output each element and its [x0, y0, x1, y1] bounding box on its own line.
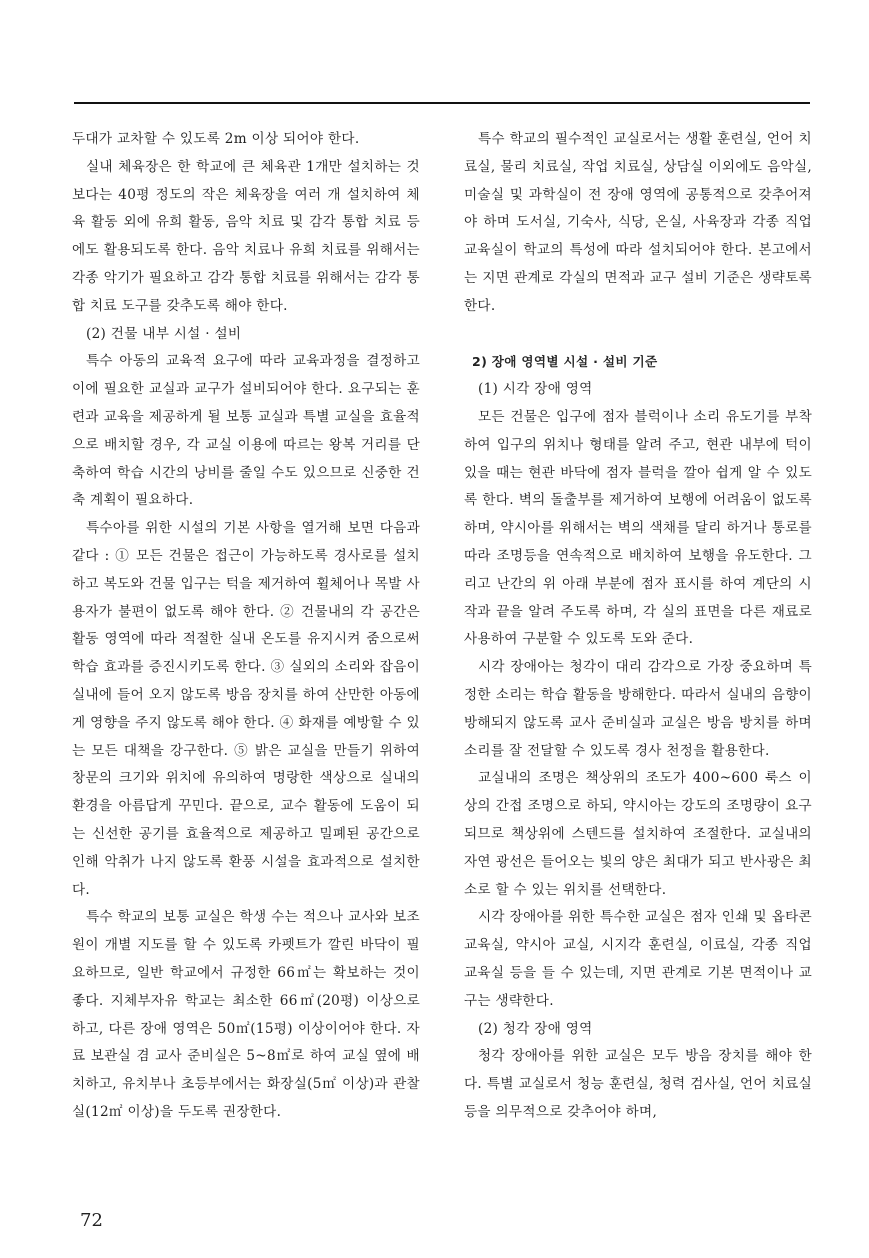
- body-paragraph: 시각 장애아를 위한 특수한 교실은 점자 인쇄 및 옵타콘 교육실, 약시아 교실, 시지각 훈련실, 이료실, 각종 직업 교육실 등을 들 수 있는데, 지면 관계로 기본 면적이나 교구는 생략한다.: [464, 909, 812, 1009]
- left-column: [72, 126, 420, 1127]
- body-paragraph: 모든 건물은 입구에 점자 블럭이나 소리 유도기를 부착하여 입구의 위치나 형태를 알려 주고, 현관 내부에 턱이 있을 때는 현관 바닥에 점자 블럭을 깔아 쉽게 알 수 있도록 한다. 벽의 돌출부를 제거하여 보행에 어려움이 없도록 하며, 약시아를 위해서는 벽의 색채를 달리 하거나 통로를 따라 조명등을 연속적으로 배치하여 보행을 유도한다. 그리고 난간의 위 아래 부분에 점자 표시를 하여 계단의 시작과 끝을 알려 주도록 하며, 각 실의 표면을 다른 재료로 사용하여 구분할 수 있도록 도와 준다.: [464, 408, 812, 648]
- subsection-heading: (2) 건물 내부 시설 · 설비: [86, 325, 242, 342]
- body-paragraph: 시각 장애아는 청각이 대리 감각으로 가장 중요하며 특정한 소리는 학습 활동을 방해한다. 따라서 실내의 음향이 방해되지 않도록 교사 준비실과 교실은 방음 방치를 하며 소리를 잘 전달할 수 있도록 경사 천정을 활용한다.: [464, 659, 812, 759]
- page-number: 72: [80, 1210, 103, 1231]
- body-paragraph: 두대가 교차할 수 있도록 2m 이상 되어야 한다.: [72, 131, 360, 147]
- paragraph-spacer: [464, 321, 812, 349]
- subsection-heading: (2) 청각 장애 영역: [478, 1020, 593, 1037]
- body-paragraph: 특수아를 위한 시설의 기본 사항을 열거해 보면 다음과 같다 : ① 모든 건물은 접근이 가능하도록 경사로를 설치하고 복도와 건물 입구는 턱을 제거하여 휠체어나 목발 사용자가 불편이 없도록 해야 한다. ② 건물내의 각 공간은 활동 영역에 따라 적절한 실내 온도를 유지시켜 줌으로써 학습 효과를 증진시키도록 한다. ③ 실외의 소리와 잡음이 실내에 들어 오지 않도록 방음 장치를 하여 산만한 아동에게 영향을 주지 않도록 해야 한다. ④ 화재를 예방할 수 있는 모든 대책을 강구한다. ⑤ 밝은 교실을 만들기 위하여 창문의 크기와 위치에 유의하여 명랑한 색상으로 실내의 환경을 아름답게 꾸민다. 끝으로, 교수 활동에 도움이 되는 신선한 공기를 효율적으로 제공하고 밀폐된 공간으로 인해 악취가 나지 않도록 환풍 시설을 효과적으로 설치한다.: [72, 520, 420, 898]
- right-column: [464, 126, 812, 1127]
- section-heading: 2) 장애 영역별 시설 · 설비 기준: [472, 354, 658, 370]
- body-paragraph: 청각 장애아를 위한 교실은 모두 방음 장치를 해야 한다. 특별 교실로서 청능 훈련실, 청력 검사실, 언어 치료실 등을 의무적으로 갖추어야 하며,: [464, 1048, 812, 1120]
- body-paragraph: 특수 아동의 교육적 요구에 따라 교육과정을 결정하고 이에 필요한 교실과 교구가 설비되어야 한다. 요구되는 훈련과 교육을 제공하게 될 보통 교실과 특별 교실을 효율적으로 배치할 경우, 각 교실 이용에 따르는 왕복 거리를 단축하여 학습 시간의 낭비를 줄일 수도 있으므로 신중한 건축 계획이 필요하다.: [72, 353, 420, 509]
- body-paragraph: 특수 학교의 보통 교실은 학생 수는 적으나 교사와 보조원이 개별 지도를 할 수 있도록 카펫트가 깔린 바닥이 필요하므로, 일반 학교에서 규정한 66㎡는 확보하는 것이 좋다. 지체부자유 학교는 최소한 66㎡(20평) 이상으로 하고, 다른 장애 영역은 50㎡(15평) 이상이어야 한다. 자료 보관실 겸 교사 준비실은 5~8㎡로 하여 교실 옆에 배치하고, 유치부나 초등부에서는 화장실(5㎡ 이상)과 관찰실(12㎡ 이상)을 두도록 권장한다.: [72, 909, 420, 1120]
- body-paragraph: 실내 체육장은 한 학교에 큰 체육관 1개만 설치하는 것보다는 40평 정도의 작은 체육장을 여러 개 설치하여 체육 활동 외에 유희 활동, 음악 치료 및 감각 통합 치료 등에도 활용되도록 한다. 음악 치료나 유희 치료를 위해서는 각종 악기가 필요하고 감각 통합 치료를 위해서는 감각 통합 치료 도구를 갖추도록 해야 한다.: [72, 158, 420, 314]
- body-paragraph: 특수 학교의 필수적인 교실로서는 생활 훈련실, 언어 치료실, 물리 치료실, 작업 치료실, 상담실 이외에도 음악실, 미술실 및 과학실이 전 장애 영역에 공통적으로 갖추어져야 하며 도서실, 기숙사, 식당, 온실, 사육장과 각종 직업 교육실이 학교의 특성에 따라 설치되어야 한다. 본고에서는 지면 관계로 각실의 면적과 교구 설비 기준은 생략토록 한다.: [464, 131, 812, 314]
- subsection-heading: (1) 시각 장애 영역: [478, 381, 593, 398]
- header-rule: [74, 102, 810, 104]
- body-paragraph: 교실내의 조명은 책상위의 조도가 400~600 룩스 이상의 간접 조명으로 하되, 약시아는 강도의 조명량이 요구되므로 책상위에 스텐드를 설치하여 조절한다. 교실내의 자연 광선은 들어오는 빛의 양은 최대가 되고 반사광은 최소로 할 수 있는 위치를 선택한다.: [464, 770, 812, 898]
